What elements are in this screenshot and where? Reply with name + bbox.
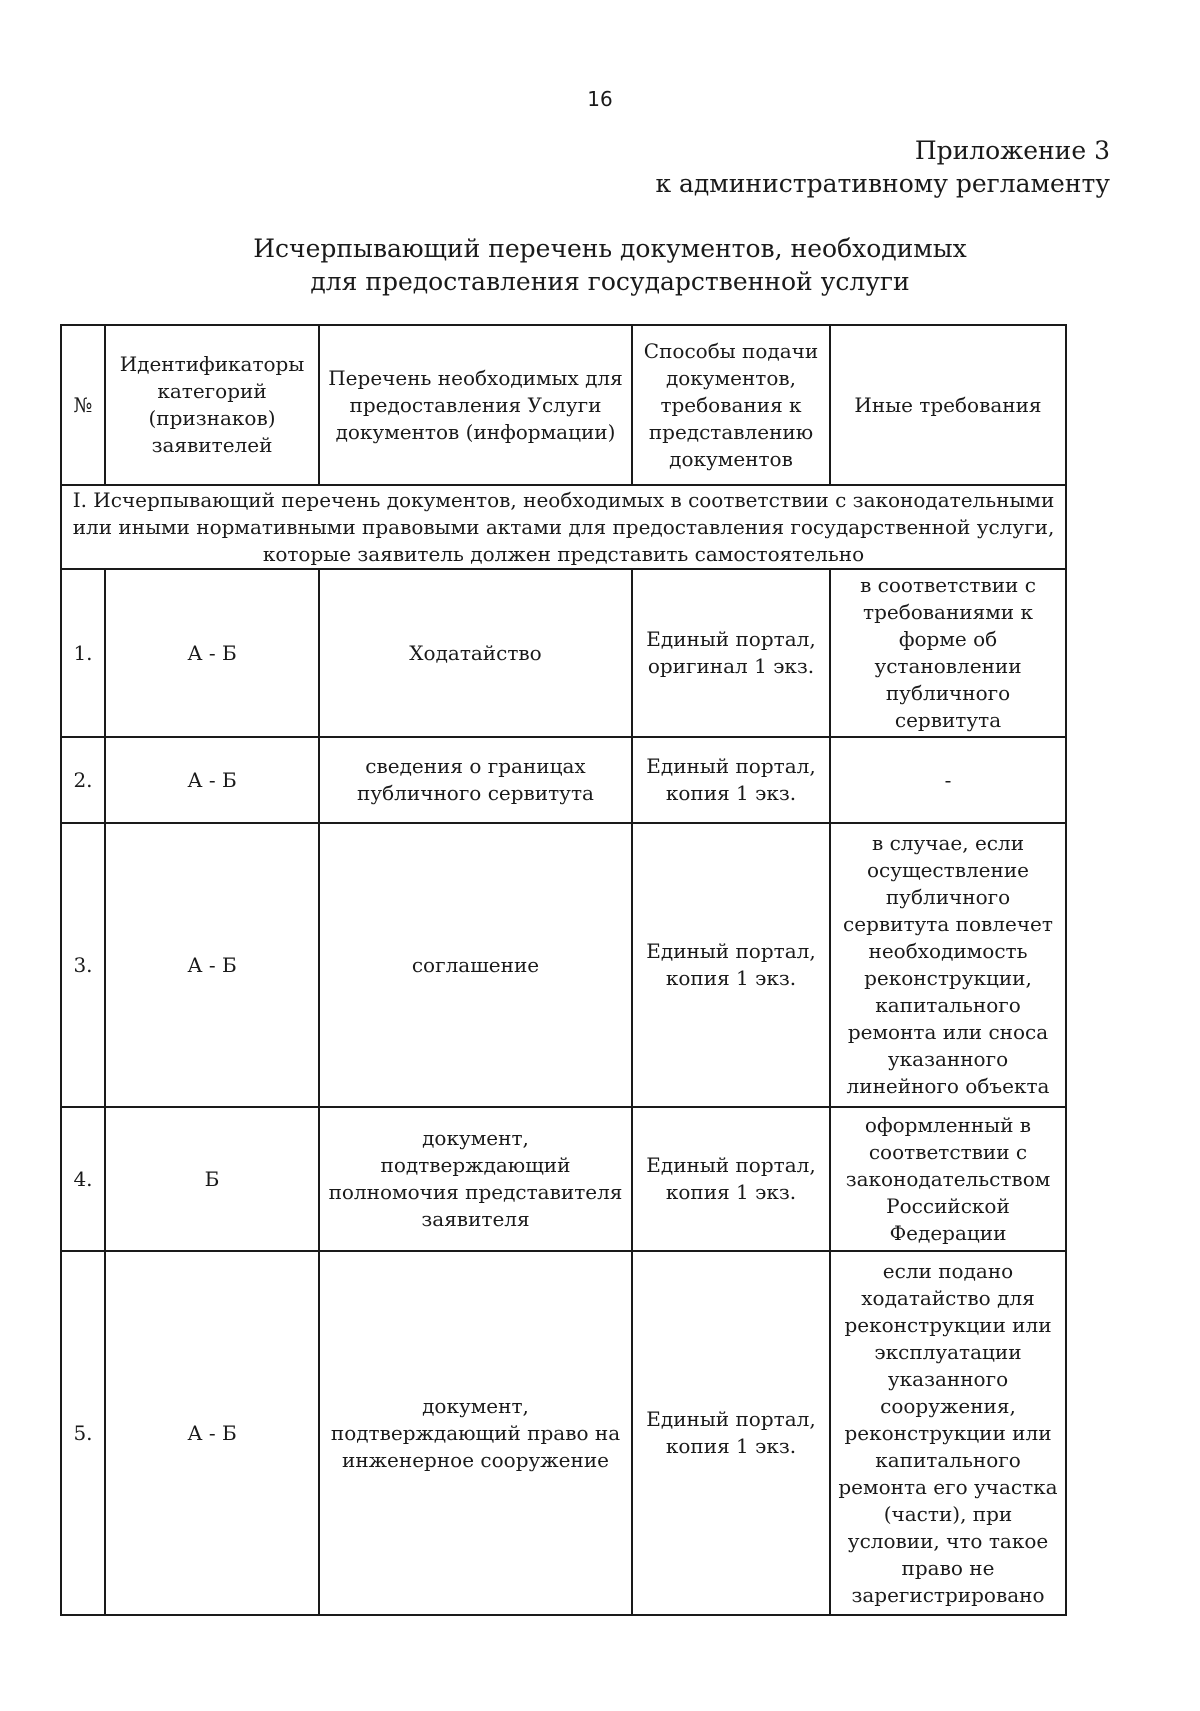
table-row xyxy=(61,569,1066,737)
row-number: 5. xyxy=(61,1251,105,1615)
row-submission-method: Единый портал, оригинал 1 экз. xyxy=(632,569,830,737)
row-other-requirements: оформленный в соответствии с законодательством Российской Федерации xyxy=(830,1107,1066,1251)
table-row xyxy=(61,737,1066,823)
row-number: 3. xyxy=(61,823,105,1107)
header-submission-methods: Способы подачи документов, требования к представлению документов xyxy=(632,325,830,485)
row-categories: А - Б xyxy=(105,569,319,737)
documents-table xyxy=(60,324,1067,1616)
row-number: 1. xyxy=(61,569,105,737)
header-other-requirements: Иные требования xyxy=(830,325,1066,485)
table-row xyxy=(61,1251,1066,1615)
row-submission-method: Единый портал, копия 1 экз. xyxy=(632,823,830,1107)
table-row xyxy=(61,823,1066,1107)
header-number: № xyxy=(61,325,105,485)
row-document: Ходатайство xyxy=(319,569,632,737)
section-heading: I. Исчерпывающий перечень документов, необходимых в соответствии с законодательными или иными нормативными правовыми актами для предоставления государственной услуги, которые заявитель должен представить самостоятельно xyxy=(61,485,1066,569)
document-title-line-1: Исчерпывающий перечень документов, необходимых xyxy=(253,234,967,263)
row-submission-method: Единый портал, копия 1 экз. xyxy=(632,1107,830,1251)
table-row xyxy=(61,1107,1066,1251)
row-other-requirements: - xyxy=(830,737,1066,823)
table-header-row xyxy=(61,325,1066,485)
appendix-heading xyxy=(655,134,1110,200)
row-document: соглашение xyxy=(319,823,632,1107)
document-title xyxy=(0,232,1200,298)
row-categories: Б xyxy=(105,1107,319,1251)
row-other-requirements: в соответствии с требованиями к форме об установлении публичного сервитута xyxy=(830,569,1066,737)
document-title-line-2: для предоставления государственной услуги xyxy=(310,267,910,296)
page-number: 16 xyxy=(587,87,613,111)
row-document: документ, подтверждающий право на инженерное сооружение xyxy=(319,1251,632,1615)
row-categories: А - Б xyxy=(105,823,319,1107)
row-categories: А - Б xyxy=(105,737,319,823)
row-categories: А - Б xyxy=(105,1251,319,1615)
row-number: 4. xyxy=(61,1107,105,1251)
section-row xyxy=(61,485,1066,569)
row-document: сведения о границах публичного сервитута xyxy=(319,737,632,823)
row-document: документ, подтверждающий полномочия представителя заявителя xyxy=(319,1107,632,1251)
row-number: 2. xyxy=(61,737,105,823)
row-other-requirements: в случае, если осуществление публичного сервитута повлечет необходимость реконструкции, капитального ремонта или сноса указанного линейного объекта xyxy=(830,823,1066,1107)
header-categories: Идентификаторы категорий (признаков) заявителей xyxy=(105,325,319,485)
appendix-line-2: к административному регламенту xyxy=(655,169,1110,198)
header-documents: Перечень необходимых для предоставления Услуги документов (информации) xyxy=(319,325,632,485)
row-submission-method: Единый портал, копия 1 экз. xyxy=(632,737,830,823)
row-other-requirements: если подано ходатайство для реконструкции или эксплуатации указанного сооружения, реконструкции или капитального ремонта его участка (части), при условии, что такое право не зарегистрировано xyxy=(830,1251,1066,1615)
row-submission-method: Единый портал, копия 1 экз. xyxy=(632,1251,830,1615)
appendix-line-1: Приложение 3 xyxy=(914,136,1110,165)
